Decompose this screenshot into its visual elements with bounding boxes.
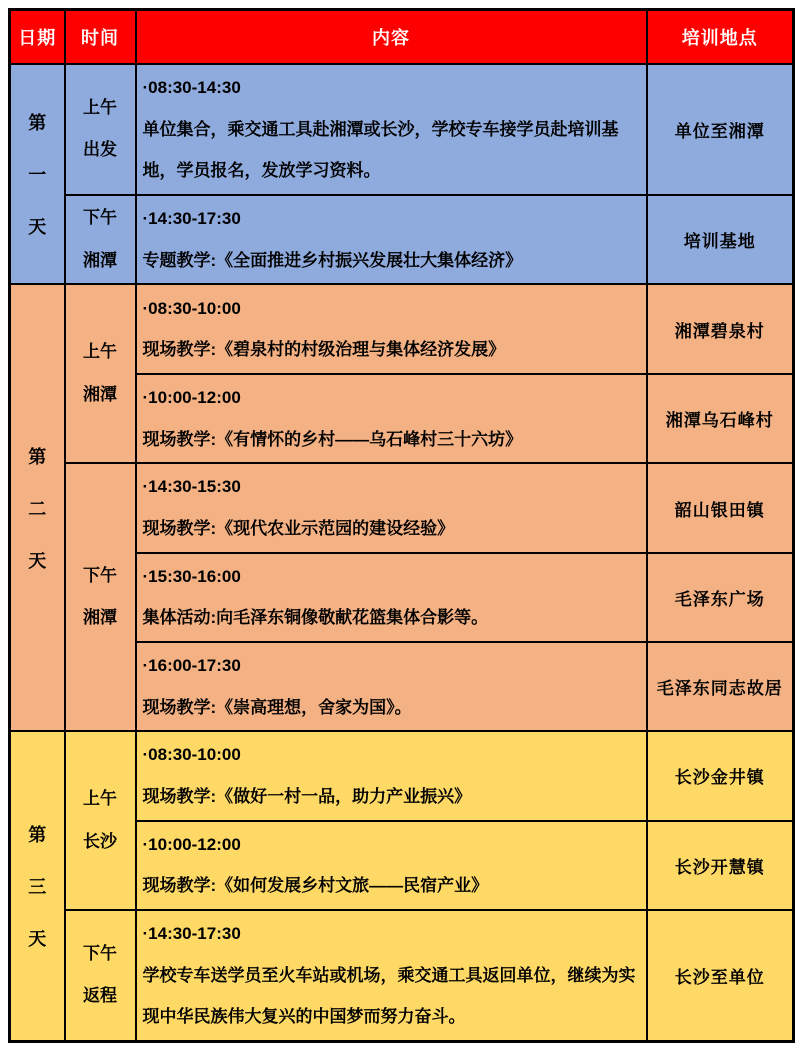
session-time: ·08:30-14:30 (142, 78, 241, 97)
location-cell: 湘潭碧泉村 (647, 284, 794, 374)
location-cell: 湘潭乌石峰村 (647, 374, 794, 463)
session-cell (136, 642, 647, 731)
period-label: 上午 湘潭 (65, 284, 136, 463)
session-desc: 现场教学:《如何发展乡村文旅——民宿产业》 (142, 876, 489, 896)
session-cell (136, 374, 647, 463)
table-row (10, 284, 794, 374)
location-cell: 培训基地 (647, 195, 794, 284)
location-cell: 长沙金井镇 (647, 731, 794, 820)
location-cell: 长沙开慧镇 (647, 821, 794, 910)
session-cell (136, 64, 647, 195)
day3-label: 第 三 天 (28, 825, 47, 950)
location-cell: 长沙至单位 (647, 910, 794, 1041)
period-label: 上午 出发 (65, 64, 136, 195)
session-desc: 单位集合，乘交通工具赴湘潭或长沙，学校专车接学员赴培训基地，学员报名，发放学习资料。 (142, 119, 619, 181)
header-date: 日期 (10, 10, 65, 65)
session-cell (136, 195, 647, 284)
day1-label-cell (10, 64, 65, 284)
session-time: ·16:00-17:30 (142, 656, 241, 676)
session-cell (136, 731, 647, 820)
table-row (10, 463, 794, 552)
period-label: 上午 长沙 (65, 731, 136, 910)
period-label: 下午 返程 (65, 910, 136, 1041)
session-time: ·15:30-16:00 (142, 566, 241, 586)
training-schedule-table (8, 8, 795, 1043)
location-cell: 毛泽东同志故居 (647, 642, 794, 731)
day1-label: 第 一 天 (28, 113, 47, 238)
session-desc: 学校专车送学员至火车站或机场，乘交通工具返回单位，继续为实现中华民族伟大复兴的中国梦而努力奋斗。 (142, 965, 636, 1027)
session-cell (136, 910, 647, 1041)
location-cell: 单位至湘潭 (647, 64, 794, 195)
session-time: ·14:30-15:30 (142, 477, 241, 497)
session-desc: 专题教学:《全面推进乡村振兴发展壮大集体经济》 (142, 250, 523, 270)
table-row (10, 910, 794, 1041)
session-time: ·14:30-17:30 (142, 923, 241, 943)
day2-label: 第 二 天 (28, 446, 47, 571)
day2-label-cell (10, 284, 65, 731)
session-time: ·14:30-17:30 (142, 208, 241, 228)
session-cell (136, 463, 647, 552)
session-desc: 现场教学:《有情怀的乡村——乌石峰村三十六坊》 (142, 429, 523, 449)
period-label: 下午 湘潭 (65, 195, 136, 284)
header-row (10, 10, 794, 65)
location-cell: 韶山银田镇 (647, 463, 794, 552)
location-cell: 毛泽东广场 (647, 553, 794, 642)
session-time: ·08:30-10:00 (142, 745, 241, 765)
session-desc: 现场教学:《现代农业示范园的建设经验》 (142, 519, 455, 539)
session-cell (136, 821, 647, 910)
session-desc: 现场教学:《做好一村一品，助力产业振兴》 (142, 786, 472, 806)
session-time: ·10:00-12:00 (142, 834, 241, 854)
table-row (10, 64, 794, 195)
session-time: ·10:00-12:00 (142, 388, 241, 408)
header-time: 时间 (65, 10, 136, 65)
table-row (10, 195, 794, 284)
session-desc: 现场教学:《崇高理想，舍家为国》。 (142, 697, 412, 717)
session-desc: 现场教学:《碧泉村的村级治理与集体经济发展》 (142, 340, 506, 360)
session-desc: 集体活动:向毛泽东铜像敬献花篮集体合影等。 (142, 608, 489, 628)
header-location: 培训地点 (647, 10, 794, 65)
session-cell (136, 284, 647, 374)
table-row (10, 731, 794, 820)
session-cell (136, 553, 647, 642)
period-label: 下午 湘潭 (65, 463, 136, 731)
session-time: ·08:30-10:00 (142, 298, 241, 318)
day3-label-cell (10, 731, 65, 1041)
header-content: 内容 (136, 10, 647, 65)
